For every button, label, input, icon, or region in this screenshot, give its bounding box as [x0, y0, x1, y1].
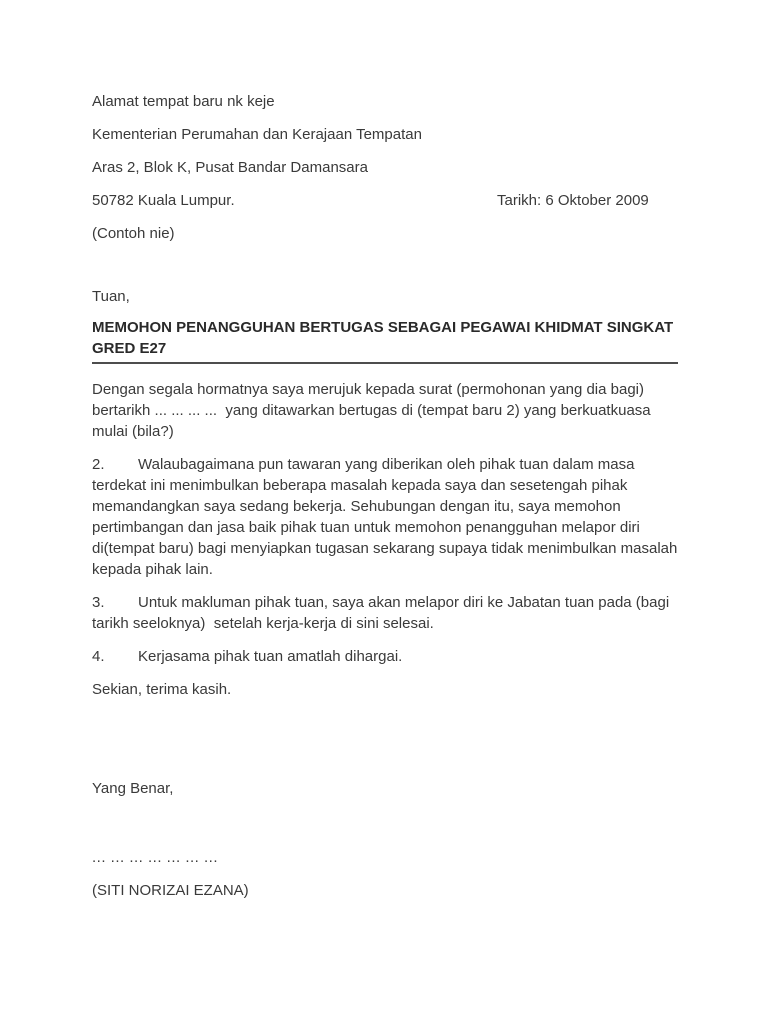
- salutation: Tuan,: [92, 288, 130, 305]
- paragraph-1-text: Dengan segala hormatnya saya merujuk kepada surat (permohonan yang dia bagi) bertarikh ... ... ... ... yang ditawarkan bertugas di (tempat baru 2) yang berkuatkuasa mulai (bila?): [92, 381, 655, 440]
- paragraph-4-number: 4.: [92, 648, 105, 665]
- paragraph-3-number: 3.: [92, 594, 105, 611]
- sender-address-line-4: 50782 Kuala Lumpur.: [92, 192, 235, 209]
- sender-address-line-1: Alamat tempat baru nk keje: [92, 93, 275, 110]
- letter-body: [92, 91, 682, 913]
- signature-name: (SITI NORIZAI EZANA): [92, 882, 249, 899]
- letter-date: Tarikh: 6 Oktober 2009: [497, 192, 649, 209]
- address-date-row: [92, 190, 678, 211]
- paragraph-3-text: Untuk makluman pihak tuan, saya akan melapor diri ke Jabatan tuan pada (bagi tarikh seeloknya) setelah kerja-kerja di sini selesai.: [92, 594, 674, 632]
- example-note: (Contoh nie): [92, 225, 175, 242]
- paragraph-2: [92, 454, 682, 580]
- paragraph-3: [92, 592, 678, 634]
- paragraph-4: [92, 646, 678, 667]
- sender-address-line-3: Aras 2, Blok K, Pusat Bandar Damansara: [92, 159, 368, 176]
- closing-thanks: Sekian, terima kasih.: [92, 681, 232, 698]
- signature-dotted-line: ... ... ... ... ... ... ...: [92, 849, 219, 866]
- paragraph-1: [92, 379, 678, 442]
- signoff: Yang Benar,: [92, 780, 174, 797]
- paragraph-2-number: 2.: [92, 456, 105, 473]
- paragraph-2-text: Walaubagaimana pun tawaran yang diberikan oleh pihak tuan dalam masa terdekat ini menimbulkan beberapa masalah kepada saya dan sesetengah pihak memandangkan saya sedang bekerja. Sehubungan dengan itu, saya memohon pertimbangan dan jasa baik pihak tuan untuk memohon penangguhan melapor diri di(tempat baru) bagi menyiapkan tugasan sekarang supaya tidak menimbulkan masalah kepada pihak lain.: [92, 456, 682, 578]
- sender-address-line-2: Kementerian Perumahan dan Kerajaan Tempatan: [92, 126, 422, 143]
- paragraph-4-text: Kerjasama pihak tuan amatlah dihargai.: [138, 648, 403, 665]
- subject-heading: MEMOHON PENANGGUHAN BERTUGAS SEBAGAI PEGAWAI KHIDMAT SINGKAT GRED E27: [92, 317, 678, 364]
